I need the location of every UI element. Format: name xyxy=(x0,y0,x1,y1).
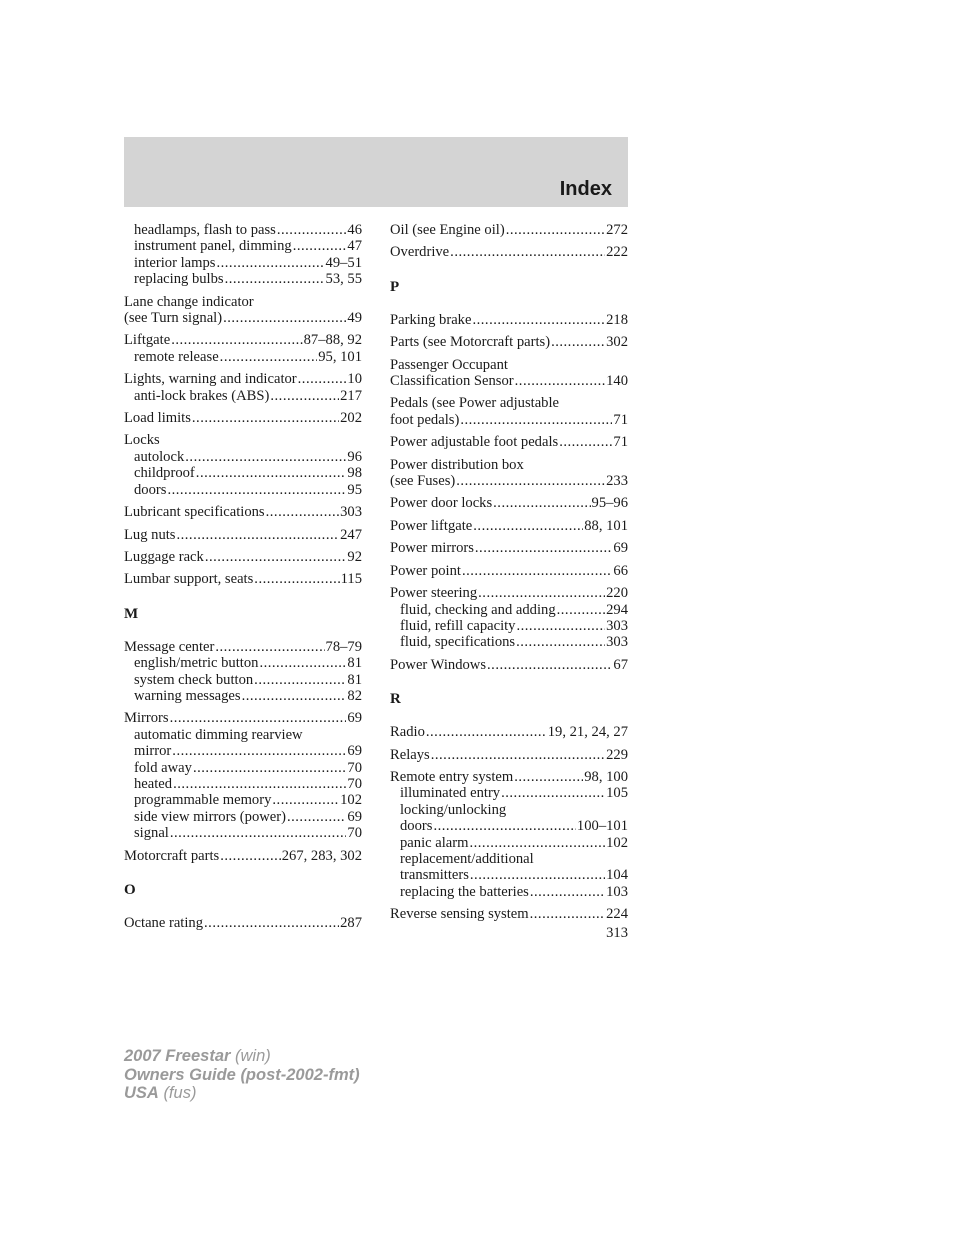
index-subentry-line xyxy=(390,618,628,634)
entry-text: Pedals (see Power adjustable xyxy=(390,395,559,412)
footer-model-code: (win) xyxy=(235,1047,271,1065)
entry-text: Relays xyxy=(390,746,430,763)
index-entry-line xyxy=(390,222,628,238)
entry-text: anti-lock brakes (ABS) xyxy=(134,387,270,404)
entry-text: mirror xyxy=(134,743,172,760)
entry-page-ref: 303 xyxy=(606,617,628,634)
index-entry xyxy=(390,906,628,922)
entry-text: Load limits xyxy=(124,410,191,427)
index-entry-line xyxy=(124,710,362,726)
entry-text: (see Turn signal) xyxy=(124,310,223,327)
entry-page-ref: 104 xyxy=(606,867,628,884)
index-entry xyxy=(390,312,628,328)
dot-leader xyxy=(293,238,347,254)
entry-text: replacing the batteries xyxy=(400,883,529,900)
entry-page-ref: 98 xyxy=(347,465,362,482)
entry-text: doors xyxy=(134,481,167,498)
dot-leader xyxy=(559,434,612,450)
dot-leader xyxy=(171,332,302,348)
dot-leader xyxy=(478,585,605,601)
entry-text: transmitters xyxy=(400,867,469,884)
index-subentry-line xyxy=(124,349,362,365)
dot-leader xyxy=(220,848,281,864)
dot-leader xyxy=(196,465,347,481)
entry-text: replacing bulbs xyxy=(134,271,224,288)
index-letter-heading: M xyxy=(124,605,139,622)
index-entry-line xyxy=(124,848,362,864)
index-subentry-line xyxy=(124,271,362,287)
dot-leader xyxy=(254,571,339,587)
entry-page-ref: 267, 283, 302 xyxy=(281,847,362,864)
entry-text: Power Windows xyxy=(390,656,487,673)
index-entry xyxy=(390,518,628,534)
entry-page-ref: 70 xyxy=(347,825,362,842)
index-entry xyxy=(390,357,628,390)
index-entry xyxy=(124,410,362,426)
dot-leader xyxy=(277,222,347,238)
index-entry-line xyxy=(390,334,628,350)
entry-text: remote release xyxy=(134,348,219,365)
entry-text: Remote entry system xyxy=(390,768,514,785)
dot-leader xyxy=(254,672,346,688)
dot-leader xyxy=(204,915,339,931)
entry-text: Reverse sensing system xyxy=(390,906,529,923)
index-entry-line xyxy=(124,527,362,543)
dot-leader xyxy=(220,349,318,365)
dot-leader xyxy=(456,473,605,489)
entry-text: doors xyxy=(400,818,433,835)
entry-page-ref: 71 xyxy=(613,434,628,451)
dot-leader xyxy=(298,371,347,387)
entry-text: Power point xyxy=(390,562,461,579)
entry-text: programmable memory xyxy=(134,792,272,809)
entry-page-ref: 105 xyxy=(606,785,628,802)
index-entry xyxy=(390,457,628,490)
entry-text: english/metric button xyxy=(134,655,259,672)
dot-leader xyxy=(469,835,605,851)
entry-text: Power distribution box xyxy=(390,456,524,473)
dot-leader xyxy=(242,688,347,704)
dot-leader xyxy=(530,884,605,900)
footer-guide: Owners Guide (post-2002-fmt) xyxy=(124,1065,360,1084)
entry-page-ref: 70 xyxy=(347,775,362,792)
entry-page-ref: 247 xyxy=(340,526,362,543)
entry-page-ref: 82 xyxy=(347,687,362,704)
entry-text: Classification Sensor xyxy=(390,373,514,390)
entry-text: signal xyxy=(134,825,169,842)
entry-page-ref: 92 xyxy=(347,548,362,565)
entry-page-ref: 95–96 xyxy=(591,495,628,512)
index-entry xyxy=(390,540,628,556)
index-entry-line xyxy=(390,518,628,534)
index-subentry-line xyxy=(390,867,628,883)
entry-page-ref: 66 xyxy=(613,562,628,579)
entry-page-ref: 220 xyxy=(606,585,628,602)
index-entry xyxy=(124,527,362,543)
entry-page-ref: 302 xyxy=(606,334,628,351)
index-subentry-line xyxy=(390,835,628,851)
dot-leader xyxy=(433,818,575,834)
footer-model: 2007 Freestar xyxy=(124,1047,231,1065)
document-footer xyxy=(124,1047,360,1103)
entry-text: Power door locks xyxy=(390,495,493,512)
index-subentry-line xyxy=(124,809,362,825)
entry-text: Power steering xyxy=(390,585,478,602)
dot-leader xyxy=(192,410,339,426)
index-entry-line xyxy=(124,549,362,565)
entry-page-ref: 202 xyxy=(340,410,362,427)
entry-page-ref: 224 xyxy=(606,906,628,923)
dot-leader xyxy=(270,388,339,404)
entry-text: locking/unlocking xyxy=(400,801,507,818)
dot-leader xyxy=(462,563,612,579)
index-entry xyxy=(390,334,628,350)
dot-leader xyxy=(215,639,324,655)
entry-text: side view mirrors (power) xyxy=(134,808,286,825)
entry-text: Overdrive xyxy=(390,244,450,261)
index-entry xyxy=(124,848,362,864)
entry-text: Lane change indicator xyxy=(124,293,254,310)
index-entry-line xyxy=(124,294,362,310)
dot-leader xyxy=(501,785,605,801)
entry-text: Message center xyxy=(124,638,215,655)
entry-page-ref: 102 xyxy=(340,792,362,809)
entry-page-ref: 53, 55 xyxy=(325,271,362,288)
index-entry-line xyxy=(390,312,628,328)
index-subentry-line xyxy=(124,482,362,498)
index-entry-line xyxy=(390,585,628,601)
entry-text: foot pedals) xyxy=(390,411,460,428)
entry-page-ref: 70 xyxy=(347,759,362,776)
entry-page-ref: 102 xyxy=(606,834,628,851)
dot-leader xyxy=(259,655,346,671)
index-entry xyxy=(124,639,362,705)
entry-page-ref: 272 xyxy=(606,222,628,238)
index-column-right xyxy=(390,222,628,929)
index-subentry-line xyxy=(390,851,628,867)
footer-market-code: (fus) xyxy=(163,1084,197,1102)
index-entry-line xyxy=(390,412,628,428)
entry-text: Lights, warning and indicator xyxy=(124,371,297,388)
entry-page-ref: 103 xyxy=(606,883,628,900)
index-entry-line xyxy=(124,504,362,520)
entry-text: Oil (see Engine oil) xyxy=(390,222,505,238)
index-entry-line xyxy=(124,332,362,348)
entry-page-ref: 95, 101 xyxy=(318,348,362,365)
index-subentry-line xyxy=(390,602,628,618)
dot-leader xyxy=(514,769,583,785)
entry-page-ref: 95 xyxy=(347,481,362,498)
entry-text: warning messages xyxy=(134,687,241,704)
index-subentry-line xyxy=(390,785,628,801)
index-entry-line xyxy=(390,373,628,389)
dot-leader xyxy=(170,825,347,841)
entry-page-ref: 46 xyxy=(347,222,362,238)
entry-page-ref: 67 xyxy=(613,656,628,673)
entry-page-ref: 88, 101 xyxy=(584,517,628,534)
dot-leader xyxy=(176,527,339,543)
index-subentry-line xyxy=(390,634,628,650)
dot-leader xyxy=(515,373,605,389)
index-entry-line xyxy=(124,432,362,448)
entry-page-ref: 69 xyxy=(347,743,362,760)
entry-page-ref: 69 xyxy=(347,710,362,727)
index-letter-heading: O xyxy=(124,882,136,898)
dot-leader xyxy=(266,504,339,520)
entry-text: Power mirrors xyxy=(390,540,474,557)
entry-text: Radio xyxy=(390,724,425,741)
index-entry xyxy=(124,332,362,365)
index-entry xyxy=(390,495,628,511)
entry-text: Passenger Occupant xyxy=(390,356,508,373)
entry-page-ref: 233 xyxy=(606,473,628,490)
index-subentry-line xyxy=(124,760,362,776)
dot-leader xyxy=(172,743,346,759)
entry-page-ref: 100–101 xyxy=(576,818,628,835)
index-entry xyxy=(124,504,362,520)
index-subentry-line xyxy=(124,776,362,792)
index-entry xyxy=(390,222,628,238)
index-subentry-line xyxy=(124,449,362,465)
index-subentry-line xyxy=(124,388,362,404)
index-entry xyxy=(390,585,628,651)
index-subentry-line xyxy=(390,802,628,818)
dot-leader xyxy=(223,310,346,326)
dot-leader xyxy=(225,271,325,287)
dot-leader xyxy=(216,255,324,271)
entry-text: Power liftgate xyxy=(390,517,473,534)
index-entry xyxy=(390,395,628,428)
index-subentry-line xyxy=(124,743,362,759)
index-entry-line xyxy=(124,639,362,655)
index-subentry-line xyxy=(390,818,628,834)
entry-text: Power adjustable foot pedals xyxy=(390,434,559,451)
dot-leader xyxy=(173,776,346,792)
entry-text: system check button xyxy=(134,671,254,688)
dot-leader xyxy=(272,792,339,808)
index-entry-line xyxy=(390,747,628,763)
index-subentry-line xyxy=(124,792,362,808)
entry-page-ref: 69 xyxy=(613,540,628,557)
index-entry xyxy=(124,710,362,841)
index-entry-line xyxy=(390,769,628,785)
index-entry xyxy=(124,915,362,931)
index-entry xyxy=(124,294,362,327)
index-subentry-line xyxy=(124,825,362,841)
index-entry-line xyxy=(390,434,628,450)
index-entry xyxy=(390,724,628,740)
entry-page-ref: 47 xyxy=(347,238,362,255)
entry-page-ref: 10 xyxy=(347,371,362,388)
index-entry-line xyxy=(390,495,628,511)
dot-leader xyxy=(470,867,605,883)
entry-text: instrument panel, dimming xyxy=(134,238,292,255)
entry-text: headlamps, flash to pass xyxy=(134,222,276,238)
entry-text: Parking brake xyxy=(390,311,472,328)
entry-text: fluid, checking and adding xyxy=(400,601,556,618)
entry-page-ref: 87–88, 92 xyxy=(303,332,362,349)
entry-text: Lumbar support, seats xyxy=(124,571,254,588)
entry-text: automatic dimming rearview xyxy=(134,726,303,743)
dot-leader xyxy=(193,760,346,776)
entry-page-ref: 49–51 xyxy=(325,254,362,271)
index-entry-line xyxy=(390,244,628,260)
entry-text: Parts (see Motorcraft parts) xyxy=(390,334,551,351)
entry-text: childproof xyxy=(134,465,195,482)
index-column-left xyxy=(124,222,362,937)
index-entry-line xyxy=(390,357,628,373)
entry-text: Locks xyxy=(124,432,160,449)
entry-page-ref: 140 xyxy=(606,373,628,390)
dot-leader xyxy=(475,540,613,556)
entry-page-ref: 78–79 xyxy=(325,638,362,655)
entry-page-ref: 81 xyxy=(347,655,362,672)
index-entry xyxy=(124,371,362,404)
index-entry xyxy=(390,769,628,900)
index-entry-line xyxy=(124,915,362,931)
index-subentry-line xyxy=(390,884,628,900)
dot-leader xyxy=(516,618,605,634)
entry-text: Motorcraft parts xyxy=(124,847,220,864)
index-entry-line xyxy=(390,906,628,922)
entry-page-ref: 294 xyxy=(606,601,628,618)
dot-leader xyxy=(493,495,590,511)
entry-text: Mirrors xyxy=(124,710,169,727)
entry-text: fluid, refill capacity xyxy=(400,617,516,634)
index-subentry-line xyxy=(124,655,362,671)
index-subentry-line xyxy=(124,465,362,481)
index-entry xyxy=(390,747,628,763)
dot-leader xyxy=(450,244,605,260)
index-entry-line xyxy=(124,371,362,387)
dot-leader xyxy=(205,549,347,565)
entry-page-ref: 49 xyxy=(347,310,362,327)
index-entry xyxy=(390,434,628,450)
dot-leader xyxy=(551,334,605,350)
entry-text: panic alarm xyxy=(400,834,469,851)
dot-leader xyxy=(516,634,605,650)
index-entry-line xyxy=(390,395,628,411)
dot-leader xyxy=(185,449,346,465)
index-subentry-line xyxy=(124,688,362,704)
entry-page-ref: 71 xyxy=(613,411,628,428)
index-subentry-line xyxy=(124,727,362,743)
index-letter-heading: P xyxy=(390,278,400,295)
dot-leader xyxy=(460,412,612,428)
entry-page-ref: 303 xyxy=(606,634,628,651)
index-subentry-line xyxy=(124,222,362,238)
entry-text: autolock xyxy=(134,448,185,465)
dot-leader xyxy=(170,710,347,726)
entry-text: fluid, specifications xyxy=(400,634,516,651)
index-entry xyxy=(124,222,362,288)
index-entry xyxy=(124,571,362,587)
entry-page-ref: 218 xyxy=(606,311,628,328)
entry-text: heated xyxy=(134,775,173,792)
index-entry-line xyxy=(124,571,362,587)
footer-market: USA xyxy=(124,1084,159,1102)
index-entry xyxy=(390,657,628,673)
entry-page-ref: 217 xyxy=(340,387,362,404)
header-band xyxy=(124,137,628,207)
index-entry xyxy=(124,549,362,565)
entry-text: interior lamps xyxy=(134,254,216,271)
dot-leader xyxy=(167,482,346,498)
dot-leader xyxy=(487,657,612,673)
dot-leader xyxy=(472,312,605,328)
entry-text: replacement/additional xyxy=(400,850,534,867)
index-entry-line xyxy=(390,540,628,556)
dot-leader xyxy=(287,809,346,825)
index-entry xyxy=(390,563,628,579)
entry-page-ref: 287 xyxy=(340,915,362,931)
entry-page-ref: 69 xyxy=(347,808,362,825)
entry-text: (see Fuses) xyxy=(390,473,456,490)
entry-page-ref: 222 xyxy=(606,244,628,261)
entry-page-ref: 98, 100 xyxy=(584,768,628,785)
dot-leader xyxy=(431,747,605,763)
index-entry-line xyxy=(124,410,362,426)
index-subentry-line xyxy=(124,255,362,271)
entry-text: illuminated entry xyxy=(400,785,501,802)
entry-text: Octane rating xyxy=(124,915,204,931)
index-entry xyxy=(390,244,628,260)
entry-page-ref: 96 xyxy=(347,448,362,465)
entry-text: Liftgate xyxy=(124,332,171,349)
entry-text: fold away xyxy=(134,759,192,776)
entry-page-ref: 19, 21, 24, 27 xyxy=(547,724,628,741)
dot-leader xyxy=(473,518,583,534)
index-entry-line xyxy=(390,473,628,489)
entry-text: Lug nuts xyxy=(124,526,176,543)
entry-page-ref: 229 xyxy=(606,746,628,763)
index-entry-line xyxy=(390,724,628,740)
dot-leader xyxy=(530,906,605,922)
entry-text: Luggage rack xyxy=(124,548,204,565)
index-entry-line xyxy=(390,563,628,579)
entry-text: Lubricant specifications xyxy=(124,504,265,521)
entry-page-ref: 115 xyxy=(340,571,362,588)
page-number: 313 xyxy=(606,925,628,941)
index-subentry-line xyxy=(124,672,362,688)
dot-leader xyxy=(426,724,547,740)
entry-page-ref: 81 xyxy=(347,671,362,688)
dot-leader xyxy=(557,602,605,618)
dot-leader xyxy=(506,222,605,238)
index-entry-line xyxy=(390,657,628,673)
index-subentry-line xyxy=(124,238,362,254)
index-entry-line xyxy=(124,310,362,326)
section-title: Index xyxy=(559,178,612,200)
index-letter-heading: R xyxy=(390,691,401,708)
index-entry-line xyxy=(390,457,628,473)
index-entry xyxy=(124,432,362,498)
entry-page-ref: 303 xyxy=(340,504,362,521)
